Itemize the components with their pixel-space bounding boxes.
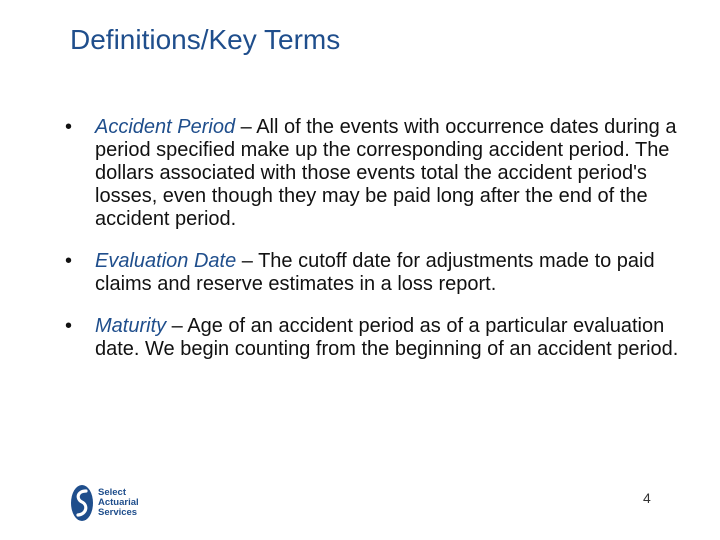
- term-evaluation-date: Evaluation Date: [95, 250, 237, 272]
- logo-line: Services: [98, 507, 138, 518]
- bullet-marker: •: [65, 250, 73, 272]
- company-logo: [70, 484, 139, 522]
- bullet-marker: •: [65, 116, 73, 138]
- definition-item-accident-period: [65, 116, 690, 231]
- s-swoosh-logo-icon: [70, 484, 94, 522]
- definition-text: – The cutoff date for adjustments made to paid claims and reserve estimates in a loss report.: [95, 250, 655, 295]
- page-number: 4: [643, 490, 651, 506]
- slide-title: Definitions/Key Terms: [70, 24, 341, 55]
- bullet-marker: •: [65, 315, 73, 337]
- definition-text: – Age of an accident period as of a particular evaluation date. We begin counting from the beginning of an accident period.: [95, 315, 679, 360]
- logo-line: Actuarial: [98, 497, 139, 508]
- definition-item-maturity: [65, 315, 690, 361]
- term-accident-period: Accident Period: [95, 116, 236, 138]
- definition-text: – All of the events with occurrence dates during a period specified make up the corresponding accident period. The dollars associated with those events total the accident period's losses, even though they may be paid long after the end of the accident period.: [95, 116, 677, 230]
- definition-item-evaluation-date: [65, 250, 690, 296]
- definition-list: [65, 116, 690, 380]
- logo-wordmark: [98, 488, 139, 518]
- logo-line: Select: [98, 487, 126, 498]
- term-maturity: Maturity: [95, 315, 167, 337]
